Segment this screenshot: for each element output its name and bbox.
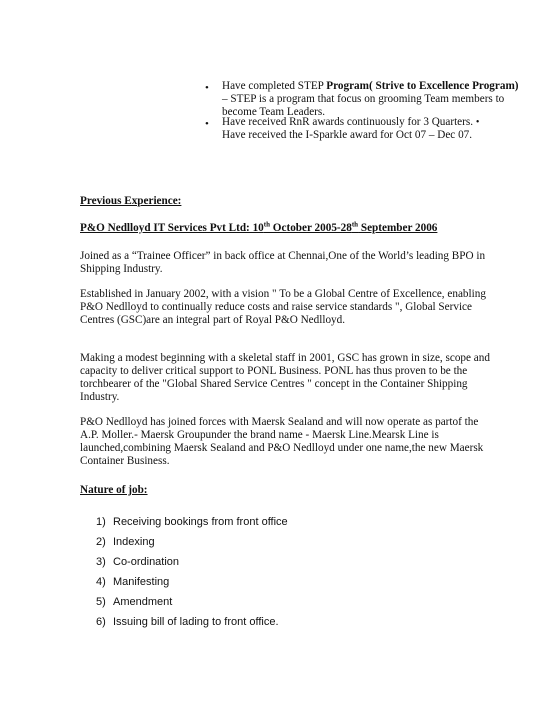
company-text: October 2005-28	[270, 222, 352, 234]
heading-text: Nature of job:	[80, 484, 148, 496]
ordinal-suffix: th	[351, 220, 359, 229]
bullet-i-sparkle: Have received the I-Sparkle award for Oct 07 – Dec 07.	[222, 129, 473, 141]
paragraph-established: Established in January 2002, with a vision " To be a Global Centre of Excellence, enabling P&O Nedlloyd to continually reduce costs and raise service standards ", Global Service Centres (GSC)are an integral part of Royal P&O Nedlloyd.	[80, 288, 486, 326]
bullet-icon: •	[205, 82, 209, 94]
nature-of-job-heading	[80, 484, 148, 497]
list-number: 4)	[96, 576, 106, 588]
list-text: Indexing	[113, 536, 155, 548]
bullet-icon: •	[205, 118, 209, 130]
bullet-step-program	[222, 80, 522, 119]
bullet-text: Have completed STEP	[222, 80, 327, 92]
company-text: September 2006	[358, 222, 438, 234]
bullet-icon: •	[475, 117, 480, 128]
paragraph-modest-beginning: Making a modest beginning with a skeletal staff in 2001, GSC has grown in size, scope and capacity to deliver critical support to PONL Business. PONL has thus proven to be the torchbearer of the "Global Shared Service Centres " concept in the Container Shipping Industry.	[80, 352, 490, 403]
list-number: 1)	[96, 516, 106, 528]
previous-experience-heading	[80, 195, 181, 208]
list-number: 6)	[96, 616, 106, 628]
list-text: Receiving bookings from front office	[113, 516, 288, 528]
list-item	[96, 596, 172, 609]
list-number: 5)	[96, 596, 106, 608]
heading-text: Previous Experience:	[80, 195, 182, 207]
list-number: 3)	[96, 556, 106, 568]
bullet-text: Have received RnR awards continuously for 3 Quarters.	[222, 116, 474, 128]
list-text: Manifesting	[113, 576, 170, 588]
list-item	[96, 556, 179, 569]
list-item	[96, 516, 288, 529]
bullet-rnr-awards	[222, 116, 522, 129]
list-text: Issuing bill of lading to front office.	[113, 616, 279, 628]
list-item	[96, 576, 169, 589]
list-number: 2)	[96, 536, 106, 548]
company-text: P&O Nedlloyd IT Services Pvt Ltd: 10	[80, 222, 264, 234]
bullet-text: – STEP is a program that focus on grooming Team members to become Team Leaders.	[222, 93, 505, 118]
list-text: Co-ordination	[113, 556, 180, 568]
company-heading	[80, 222, 437, 235]
paragraph-maersk: P&O Nedlloyd has joined forces with Maersk Sealand and will now operate as partof the A.P. Moller.- Maersk Groupunder the brand name - Maersk Line.Mearsk Line is launched,combining Maersk Sealand and P&O Nedlloyd under one name,the new Maersk Container Business.	[80, 416, 484, 467]
paragraph-joined: Joined as a “Trainee Officer” in back office at Chennai,One of the World’s leading BPO in Shipping Industry.	[80, 250, 486, 275]
ordinal-suffix: th	[263, 220, 270, 229]
bullet-bold-text: Program( Strive to Excellence Program)	[326, 80, 519, 92]
list-text: Amendment	[113, 596, 173, 608]
list-item	[96, 536, 155, 549]
list-item	[96, 616, 279, 629]
